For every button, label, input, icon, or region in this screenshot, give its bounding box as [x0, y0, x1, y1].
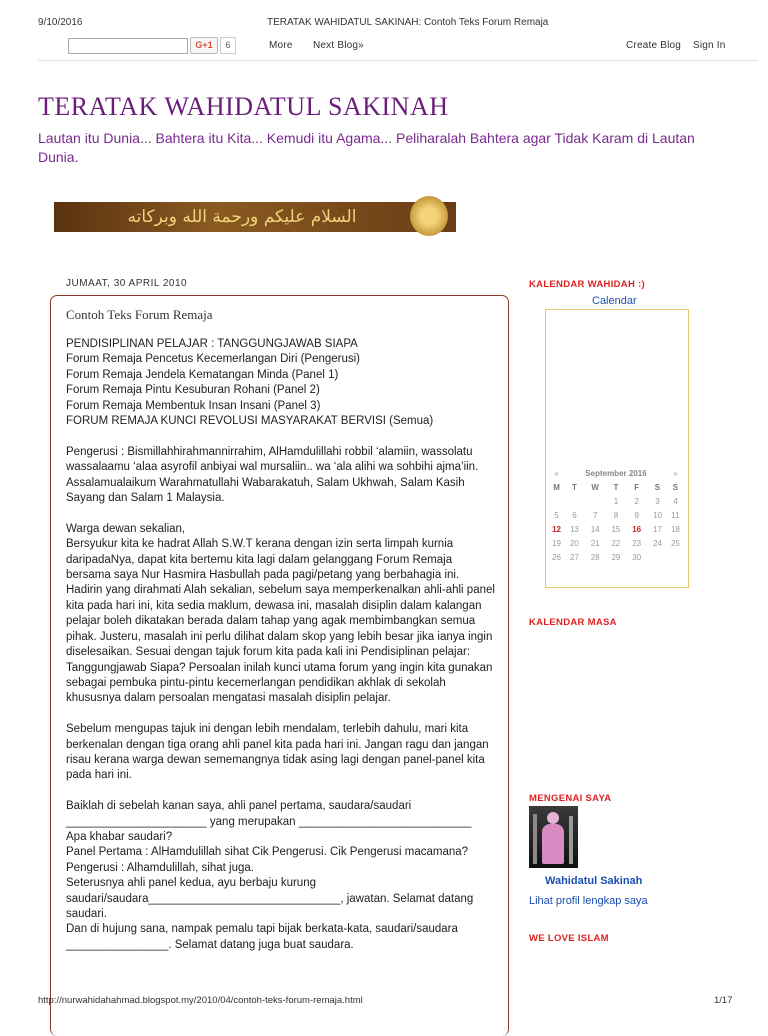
heading-line: Forum Remaja Pencetus Kecemerlangan Diri (Pengerusi)	[66, 353, 361, 366]
about-me-heading: MENGENAI SAYA	[529, 793, 612, 804]
gplus-button[interactable]: G+1	[190, 37, 218, 54]
next-blog-link[interactable]: Next Blog»	[313, 40, 364, 51]
calendar-day	[668, 550, 683, 564]
panel-line: Dan di hujung sana, nampak pemalu tapi bijak berkata-kata, saudari/saudara	[66, 923, 458, 936]
calendar-day[interactable]: 29	[611, 552, 621, 562]
post-paragraph-panel	[66, 799, 496, 953]
weekday-label: T	[613, 482, 619, 492]
avatar[interactable]	[529, 806, 578, 868]
we-love-islam-heading: WE LOVE ISLAM	[529, 933, 609, 944]
heading-line: Forum Remaja Jendela Kematangan Minda (Panel 1)	[66, 368, 339, 381]
calendar-day[interactable]: 7	[592, 510, 598, 520]
calendar-day	[564, 494, 585, 508]
calendar-day	[585, 494, 606, 508]
calendar-day[interactable]: 5	[554, 510, 559, 520]
page-number: 1/17	[714, 995, 733, 1006]
panel-line: Panel Pertama : AlHamdulillah sihat Cik Pengerusi. Cik Pengerusi macamana?	[66, 846, 469, 859]
calendar-day[interactable]: 17	[653, 524, 662, 534]
weekday-label: S	[654, 482, 661, 492]
calendar-day[interactable]: 4	[673, 496, 678, 506]
calendar-day[interactable]: 22	[611, 538, 621, 548]
calendar-day[interactable]: 19	[552, 538, 561, 548]
print-date: 9/10/2016	[38, 17, 83, 28]
post-paragraph-intro: Sebelum mengupas tajuk ini dengan lebih mendalam, terlebih dahulu, mari kita berkenalan dengan tiga orang ahli panel kita pada hari ini. Jangan ragu dan jangan risau kerana warga dewan sememangnya tidak asing lagi dengan panel-panel kita pada hari ini.	[66, 723, 489, 782]
post-heading-block	[66, 337, 496, 429]
weekday-label: W	[591, 482, 599, 492]
weekday-label: T	[571, 482, 577, 492]
heading-line: FORUM REMAJA KUNCI REVOLUSI MASYARAKAT BERVISI (Semua)	[66, 415, 434, 428]
calendar-day[interactable]: 25	[670, 538, 680, 548]
calendar-link[interactable]: Calendar	[592, 295, 637, 307]
create-blog-link[interactable]: Create Blog	[626, 40, 682, 51]
calendar-day[interactable]: 26	[552, 552, 561, 562]
panel-line: Baiklah di sebelah kanan saya, ahli panel pertama, saudara/saudari	[66, 800, 412, 813]
profile-name[interactable]: Wahidatul Sakinah	[545, 875, 643, 887]
calendar-day[interactable]: 18	[670, 524, 680, 534]
calendar-day	[549, 494, 564, 508]
paragraph-text: Bersyukur kita ke hadrat Allah S.W.T kerana dengan izin serta limpah kurnia daripadaNya, dapat kita bertemu kita lagi dalam gelanggang Forum Remaja bersama saya Nur Hasmira Hasbullah pada pagi/petang yang berbahagia ini. Hadirin yang dirahmati Alah sekalian, sebelum saya memperkenalkan ahli-ahli panel kita pada hari ini, kita sedia maklum, dewasa ini, masalah disiplin dalam kalangan pelajar boleh dikatakan berada dalam tahap yang agak membimbangkan semua pihak. Justeru, masalah ini perlu dilihat dalam skop yang lebih besar jika ianya ingin diselesaikan. Sesuai dengan tajuk forum kita pada kali ini Pendisiplinan pelajar: Tanggungjawab Siapa? Persoalan inilah kunci utama forum yang ingin kita gunakan sebagai pembuka pintu-pintu kecemerlangan pendidikan akhlak di sekolah khususnya dalam persoalan mengatasi masalah disiplin pelajar.	[66, 538, 495, 705]
calendar-day[interactable]: 21	[590, 538, 600, 548]
calendar-day-highlighted[interactable]: 16	[632, 524, 642, 534]
calendar-day[interactable]: 28	[590, 552, 600, 562]
post-paragraph-welcome	[66, 522, 496, 707]
calendar-day[interactable]: 14	[590, 524, 600, 534]
weekday-label: M	[553, 482, 560, 492]
calendar-day-highlighted[interactable]: 12	[552, 524, 561, 534]
panel-line: Apa khabar saudari?	[66, 830, 173, 843]
calendar-day[interactable]: 27	[569, 552, 579, 562]
calendar-day	[647, 550, 668, 564]
weekday-label: S	[672, 482, 679, 492]
calendar-next-button[interactable]: »	[673, 468, 678, 478]
print-doc-title: TERATAK WAHIDATUL SAKINAH: Contoh Teks Forum Remaja	[267, 17, 549, 28]
sign-in-link[interactable]: Sign In	[693, 40, 726, 51]
paragraph-lead: Warga dewan sekalian,	[66, 522, 186, 535]
calendar-day[interactable]: 15	[611, 524, 621, 534]
heading-line: PENDISIPLINAN PELAJAR : TANGGUNGJAWAB SIAPA	[66, 338, 358, 350]
calendar-day[interactable]: 23	[632, 538, 642, 548]
post-date: JUMAAT, 30 APRIL 2010	[66, 278, 188, 289]
blog-title[interactable]: TERATAK WAHIDATUL SAKINAH	[38, 92, 449, 121]
panel-line: ______________________ yang merupakan ___________________________	[66, 815, 472, 828]
panel-line: saudari/saudara______________________________, jawatan. Selamat datang	[66, 892, 474, 905]
calendar-day[interactable]: 1	[613, 496, 619, 506]
calendar-day[interactable]: 2	[634, 496, 639, 506]
post-body	[66, 337, 496, 953]
calendar-day[interactable]: 8	[613, 510, 619, 520]
banner-calligraphy: السلام عليكم ورحمة الله وبركاته	[127, 207, 357, 227]
calendar-day[interactable]: 24	[653, 538, 662, 548]
weekday-label: F	[634, 482, 640, 492]
calendar-day[interactable]: 20	[569, 538, 579, 548]
salam-banner	[54, 202, 456, 232]
calendar-day[interactable]: 11	[671, 510, 680, 520]
more-link[interactable]: More	[269, 40, 293, 51]
heading-line: Forum Remaja Pintu Kesuburan Rohani (Panel 2)	[66, 384, 320, 397]
calendar-day[interactable]: 3	[655, 496, 660, 506]
calendar-table	[549, 466, 683, 564]
calendar-day[interactable]: 13	[569, 524, 579, 534]
gplus-count: 6	[220, 37, 236, 54]
blog-description: Lautan itu Dunia... Bahtera itu Kita... Kemudi itu Agama... Peliharalah Bahtera agar Tidak Karam di Lautan Dunia.	[38, 130, 695, 165]
calendar-day[interactable]: 6	[572, 510, 577, 520]
calendar-day[interactable]: 9	[634, 510, 639, 520]
navbar-search-input[interactable]	[68, 38, 188, 54]
post-paragraph-opening: Pengerusi : Bismillahhirahmannirrahim, AlHamdulillahi robbil ‘alamiin, wassolatu wassalaamu ‘alaa asyrofil anbiyai wal mursaliin.. wa ‘ala alihi wa sohbihi ajma’iin. Assalamualaikum Warahmatullahi Wabarakatuh, Salam Ukhwah, Salam Kasih Sayang dan Salam 1 Malaysia.	[66, 445, 479, 505]
calendar-heading: KALENDAR WAHIDAH :)	[529, 279, 645, 290]
panel-line: ________________. Selamat datang juga buat saudara.	[66, 938, 354, 951]
footer-url: http://nurwahidahahmad.blogspot.my/2010/04/contoh-teks-forum-remaja.html	[38, 995, 363, 1006]
panel-line: Pengerusi : Alhamdulillah, sihat juga.	[66, 861, 254, 874]
calligraphy-emblem-icon	[410, 196, 448, 236]
calendar-day[interactable]: 30	[632, 552, 642, 562]
calendar-widget	[545, 309, 689, 588]
calendar-prev-button[interactable]: «	[554, 468, 559, 478]
blogger-navbar	[38, 32, 758, 61]
heading-line: Forum Remaja Membentuk Insan Insani (Panel 3)	[66, 399, 321, 412]
kalendar-masa-heading: KALENDAR MASA	[529, 617, 617, 628]
post-title[interactable]: Contoh Teks Forum Remaja	[66, 307, 213, 322]
calendar-month: September 2016	[585, 468, 647, 478]
calendar-day[interactable]: 10	[653, 510, 662, 520]
panel-line: saudari.	[66, 907, 107, 920]
panel-line: Seterusnya ahli panel kedua, ayu berbaju kurung	[66, 877, 316, 890]
view-profile-link[interactable]: Lihat profil lengkap saya	[529, 895, 648, 907]
